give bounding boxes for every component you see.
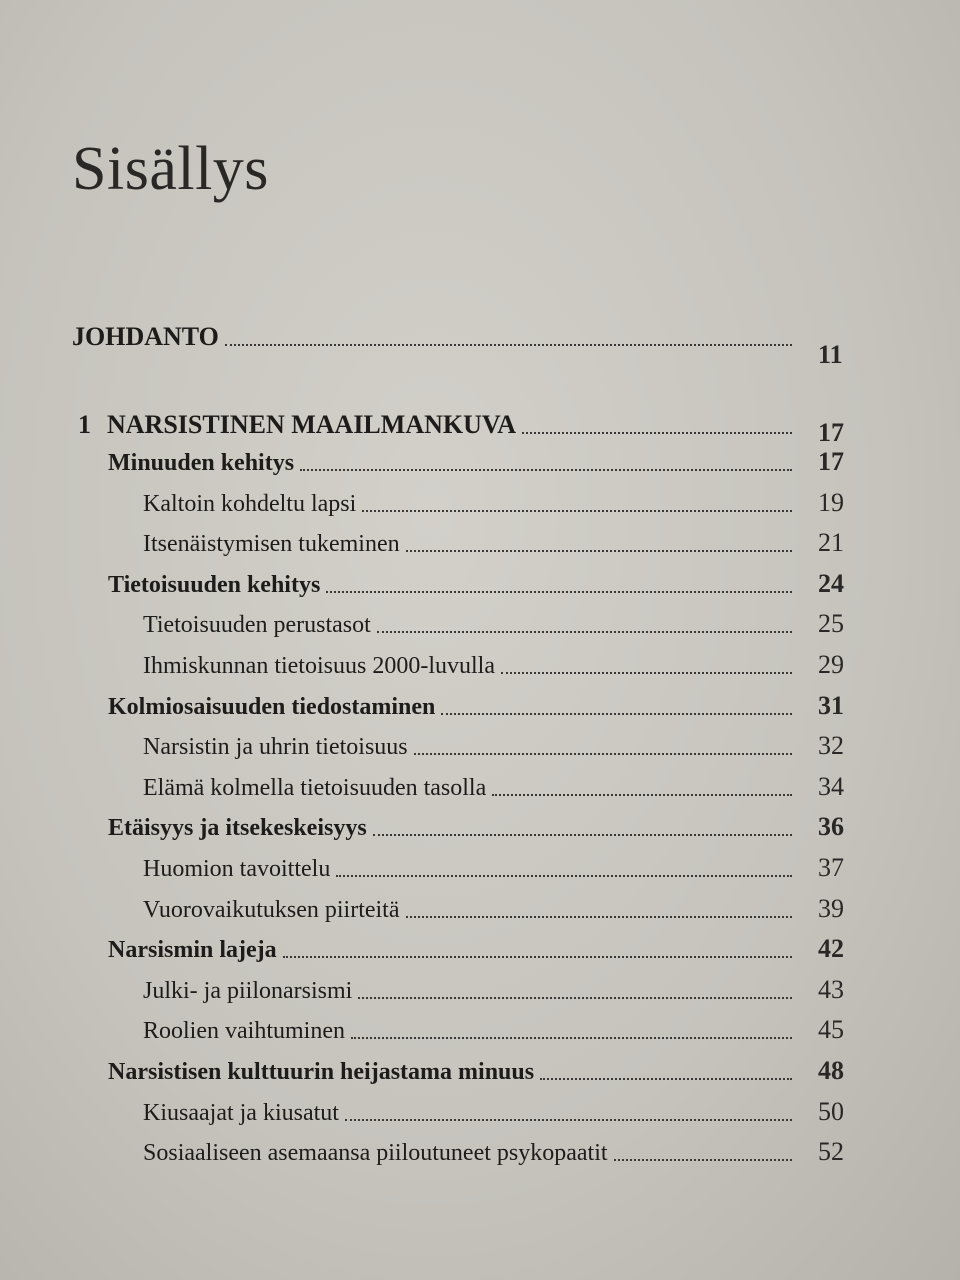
toc-entry-title: Itsenäistymisen tukeminen bbox=[143, 531, 400, 558]
toc-entry-title: Tietoisuuden perustasot bbox=[143, 612, 371, 639]
dot-leader bbox=[300, 469, 792, 471]
toc-entry bbox=[0, 1127, 960, 1167]
toc-page-number: 42 bbox=[818, 934, 844, 964]
dot-leader bbox=[501, 672, 792, 674]
toc-page-number: 11 bbox=[818, 340, 843, 369]
dot-leader bbox=[406, 916, 793, 918]
toc-entry-title: Etäisyys ja itsekeskeisyys bbox=[108, 815, 367, 842]
toc-entry bbox=[0, 437, 960, 477]
toc-entry bbox=[0, 681, 960, 721]
toc-page-number: 17 bbox=[818, 447, 844, 476]
toc-entry bbox=[0, 478, 960, 518]
toc-page-number: 32 bbox=[818, 731, 844, 761]
toc-entry bbox=[0, 518, 960, 558]
toc-entry bbox=[0, 1046, 960, 1086]
chapter-number: 1 bbox=[78, 410, 91, 439]
toc-entry bbox=[0, 1005, 960, 1045]
toc-entry bbox=[0, 1087, 960, 1127]
toc-entry bbox=[0, 559, 960, 599]
dot-leader bbox=[345, 1119, 792, 1121]
toc-entry bbox=[0, 599, 960, 639]
toc-entry-title: Kiusaajat ja kiusatut bbox=[143, 1099, 339, 1126]
toc-entry-title: Ihmiskunnan tietoisuus 2000-luvulla bbox=[143, 653, 495, 679]
toc-entry bbox=[0, 965, 960, 1005]
toc-entry bbox=[0, 400, 960, 447]
dot-leader bbox=[540, 1078, 792, 1080]
dot-leader bbox=[225, 344, 792, 346]
toc-entry bbox=[0, 762, 960, 802]
toc-entry bbox=[0, 884, 960, 924]
toc-entry-title: Roolien vaihtuminen bbox=[143, 1018, 345, 1045]
dot-leader bbox=[373, 834, 792, 836]
toc-entry bbox=[0, 640, 960, 680]
dot-leader bbox=[614, 1159, 792, 1161]
dot-leader bbox=[492, 794, 792, 796]
toc-entry-title: JOHDANTO bbox=[72, 322, 219, 351]
toc-entry-title: NARSISTINEN MAAILMANKUVA bbox=[107, 410, 517, 439]
toc-page-number: 43 bbox=[818, 974, 844, 1004]
toc-entry-title: Sosiaaliseen asemaansa piiloutuneet psykopaatit bbox=[143, 1140, 608, 1167]
toc-page-number: 36 bbox=[818, 812, 844, 842]
dot-leader bbox=[358, 997, 792, 999]
toc-entry bbox=[0, 924, 960, 964]
toc-entry-title: Elämä kolmella tietoisuuden tasolla bbox=[143, 774, 487, 801]
dot-leader bbox=[441, 713, 792, 715]
toc-entry bbox=[0, 843, 960, 883]
toc-page-number: 24 bbox=[818, 568, 844, 598]
toc-page-number: 25 bbox=[818, 609, 844, 639]
toc-entry-title: Minuuden kehitys bbox=[108, 450, 295, 476]
toc-entry-title: Narsistin ja uhrin tietoisuus bbox=[143, 734, 408, 761]
dot-leader bbox=[377, 631, 792, 633]
toc-entry-title: Huomion tavoittelu bbox=[143, 856, 331, 882]
toc-page-number: 17 bbox=[818, 418, 844, 447]
dot-leader bbox=[362, 510, 792, 512]
toc-entry bbox=[0, 802, 960, 842]
toc-entry-title: Tietoisuuden kehitys bbox=[108, 571, 321, 598]
toc-entry-title: Julki- ja piilonarsismi bbox=[143, 977, 353, 1004]
toc-page-number: 39 bbox=[818, 893, 844, 923]
dot-leader bbox=[406, 550, 792, 552]
page-title: Sisällys bbox=[72, 134, 269, 203]
toc-page-number: 52 bbox=[818, 1137, 844, 1167]
dot-leader bbox=[336, 875, 792, 877]
toc-entry bbox=[0, 721, 960, 761]
toc-entry-title: Narsistisen kulttuurin heijastama minuus bbox=[108, 1059, 535, 1085]
toc-page-number: 34 bbox=[818, 771, 844, 801]
toc-entry-title: Kolmiosaisuuden tiedostaminen bbox=[108, 693, 436, 720]
toc-page-number: 48 bbox=[818, 1056, 844, 1085]
dot-leader bbox=[283, 956, 792, 958]
toc-page-number: 45 bbox=[818, 1015, 844, 1045]
toc-page-number: 29 bbox=[818, 650, 844, 679]
toc-page-number: 19 bbox=[818, 487, 844, 517]
toc-entry-title: Vuorovaikutuksen piirteitä bbox=[143, 896, 400, 923]
toc-entry bbox=[0, 312, 960, 369]
dot-leader bbox=[326, 591, 792, 593]
toc-page-number: 31 bbox=[818, 690, 844, 720]
toc-page-number: 50 bbox=[818, 1096, 844, 1126]
dot-leader bbox=[351, 1037, 792, 1039]
dot-leader bbox=[522, 432, 792, 434]
toc-entry-title: Narsismin lajeja bbox=[108, 937, 277, 964]
toc-page-number: 37 bbox=[818, 853, 844, 882]
dot-leader bbox=[414, 753, 792, 755]
toc-page-number: 21 bbox=[818, 528, 844, 558]
toc-entry-title: Kaltoin kohdeltu lapsi bbox=[143, 490, 357, 517]
